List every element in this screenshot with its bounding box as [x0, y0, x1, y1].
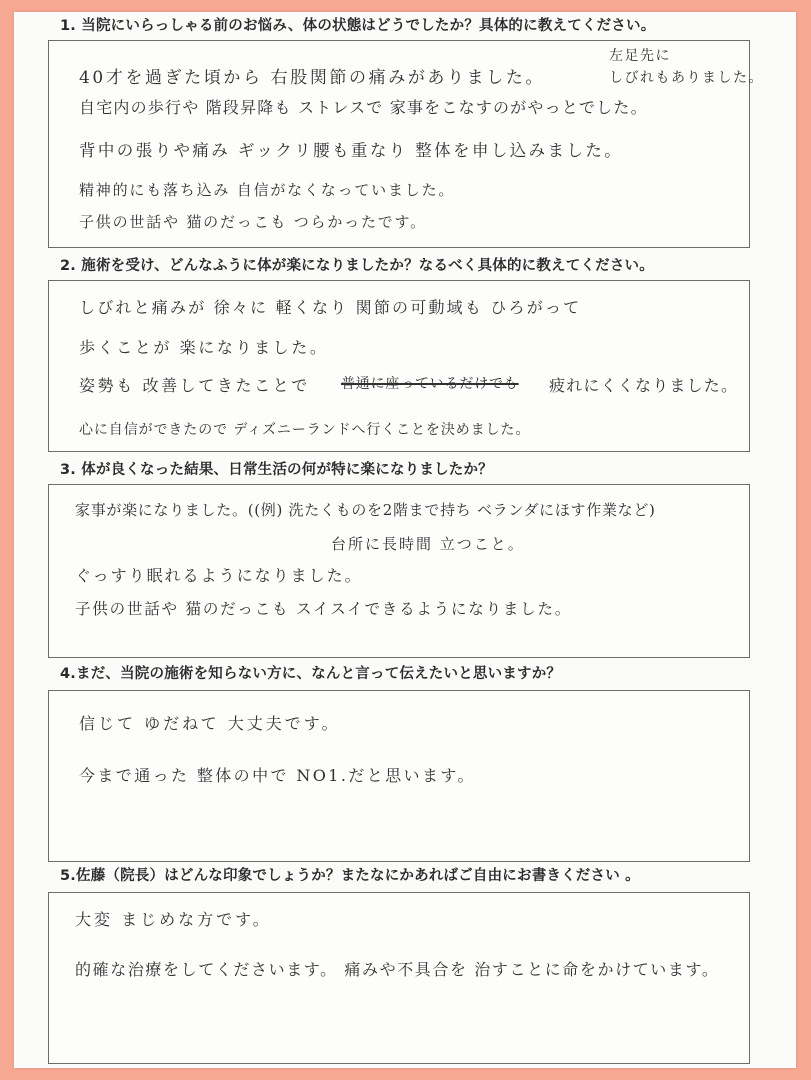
- answer-3-line-1: 家事が楽になりました。((例) 洗たくものを2階まで持ち ベランダにほす作業など): [75, 501, 656, 519]
- answer-1-note: 左足先に: [609, 48, 671, 64]
- answer-3-line-2: 台所に長時間 立つこと。: [331, 535, 525, 553]
- answer-3-box: [48, 484, 750, 658]
- answer-1-line-4: 背中の張りや痛み ギックリ腰も重なり 整体を申し込みました。: [79, 141, 624, 160]
- question-1-text: 1. 当院にいらっしゃる前のお悩み、体の状態はどうでしたか？具体的に教えてください。: [60, 18, 656, 34]
- answer-2-line-4: 疲れにくくなりました。: [549, 376, 739, 395]
- answer-2-line-5: 心に自信ができたので ディズニーランドへ行くことを決めました。: [79, 422, 531, 438]
- answer-1-line-2: しびれもありました。: [609, 70, 764, 86]
- answer-1-line-5: 精神的にも落ち込み 自信がなくなっていました。: [79, 181, 456, 199]
- answer-3-line-3: ぐっすり眠れるようになりました。: [75, 566, 363, 585]
- answer-4-line-2: 今まで通った 整体の中で NO1.だと思います。: [79, 766, 476, 785]
- answer-4-line-1: 信じて ゆだねて 大丈夫です。: [79, 714, 341, 733]
- answer-5-line-1: 大変 まじめな方です。: [75, 910, 272, 929]
- answer-1-line-1: 40才を過ぎた頃から 右股関節の痛みがありました。: [79, 68, 546, 88]
- answer-5-box: [48, 892, 750, 1064]
- answer-2-line-3: 姿勢も 改善してきたことで: [79, 376, 310, 395]
- answer-2-line-2: 歩くことが 楽になりました。: [79, 338, 329, 357]
- answer-1-line-3: 自宅内の歩行や 階段昇降も ストレスで 家事をこなすのがやっとでした。: [79, 98, 648, 117]
- answer-1-line-6: 子供の世話や 猫のだっこも つらかったです。: [79, 213, 427, 231]
- question-2-text: 2. 施術を受け、どんなふうに体が楽になりましたか？なるべく具体的に教えてください。: [60, 258, 654, 274]
- question-5-text: 5.佐藤（院長）はどんな印象でしょうか？またなにかあればご自由にお書きください 。: [60, 868, 640, 884]
- answer-2-line-1: しびれと痛みが 徐々に 軽くなり 関節の可動域も ひろがって: [79, 298, 582, 317]
- answer-3-line-4: 子供の世話や 猫のだっこも スイスイできるようになりました。: [75, 600, 573, 618]
- answer-4-box: [48, 690, 750, 862]
- answer-1-box: [48, 40, 764, 248]
- question-3-text: 3. 体が良くなった結果、日常生活の何が特に楽になりましたか？: [60, 462, 493, 478]
- answer-5-line-2: 的確な治療をしてくださいます。 痛みや不具合を 治すことに命をかけています。: [75, 960, 720, 979]
- question-4-text: 4.まだ、当院の施術を知らない方に、なんと言って伝えたいと思いますか？: [60, 666, 562, 682]
- answer-2-struck-text: 普通に座っているだけでも: [341, 376, 519, 392]
- answer-2-box: [48, 280, 750, 452]
